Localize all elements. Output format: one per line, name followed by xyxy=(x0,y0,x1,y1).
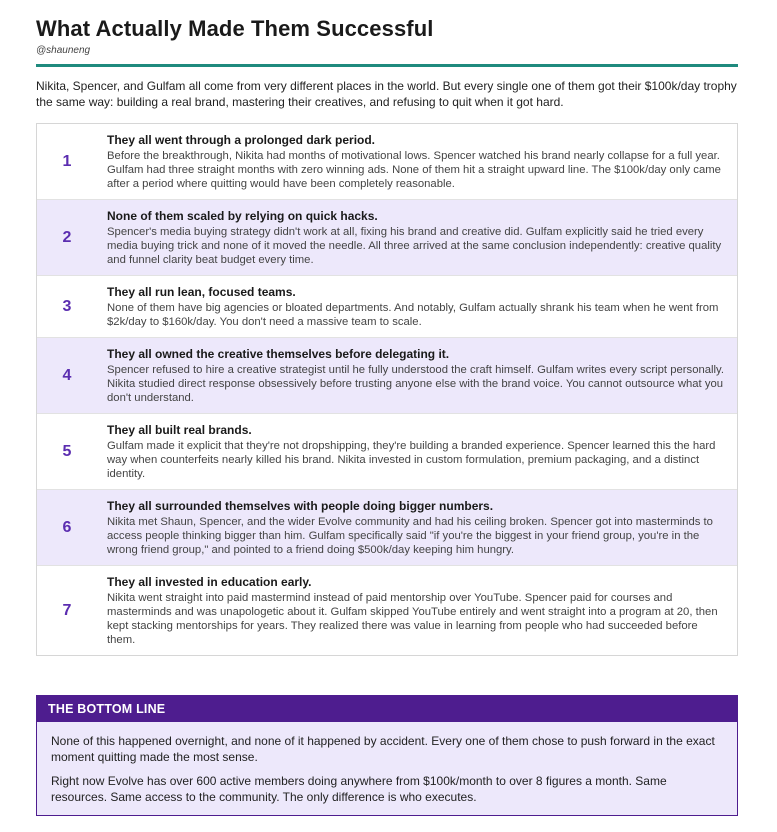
item-text: None of them have big agencies or bloated departments. And notably, Gulfam actually shrank his team when he went from $2k/day to $160k/day. You don't need a massive team to scale. xyxy=(107,302,719,328)
item-body xyxy=(97,414,737,489)
item-body xyxy=(97,566,737,655)
item-heading: They all built real brands. xyxy=(107,423,252,437)
item-heading: They all owned the creative themselves before delegating it. xyxy=(107,347,450,361)
title-divider xyxy=(36,64,738,67)
item-text: Nikita met Shaun, Spencer, and the wider Evolve community and had his ceiling broken. Spencer got into masterminds to access people thinking bigger than him. Gulfam specifically said "if you're the biggest in your friend group, you're in the wrong friend group," and pointed to a friend doing $500k/day keeping him hungry. xyxy=(107,516,713,556)
item-body xyxy=(97,490,737,565)
item-heading: They all run lean, focused teams. xyxy=(107,285,296,299)
list-item xyxy=(37,199,737,275)
bottom-line-heading: THE BOTTOM LINE xyxy=(37,696,737,722)
item-text: Spencer refused to hire a creative strategist until he fully understood the craft himself. Gulfam writes every script personally. Nikita studied direct response obsessively before trusting anyone else with the brand voice. You cannot outsource what you don't understand. xyxy=(107,364,725,404)
item-heading: They all went through a prolonged dark period. xyxy=(107,133,376,147)
intro-paragraph: Nikita, Spencer, and Gulfam all come from very different places in the world. But every single one of them got their $100k/day trophy the same way: building a real brand, mastering their creatives, and refusing to quit when it got hard. xyxy=(36,79,737,109)
item-number: 5 xyxy=(62,442,72,460)
item-number: 2 xyxy=(62,228,72,246)
list-item xyxy=(37,413,737,489)
bottom-line-box xyxy=(36,695,738,816)
item-body xyxy=(97,124,737,199)
bottom-line-paragraph: Right now Evolve has over 600 active members doing anywhere from $100k/month to over 8 figures a month. Same resources. Same access to the community. The only difference is who executes. xyxy=(51,774,667,804)
item-number: 6 xyxy=(62,518,72,536)
list-item xyxy=(37,275,737,337)
bottom-line-paragraph: None of this happened overnight, and none of it happened by accident. Every one of them chose to push forward in the exact moment quitting made the most sense. xyxy=(51,734,715,764)
bottom-line-body xyxy=(37,722,737,815)
list-item xyxy=(37,337,737,413)
item-text: Spencer's media buying strategy didn't work at all, fixing his brand and creative did. Gulfam explicitly said he tried every media buying trick and none of it moved the needle. All three arrived at the same conclusion independently: creative quality and funnel clarity beat budget every time. xyxy=(107,226,722,266)
list-item xyxy=(37,489,737,565)
item-number: 3 xyxy=(62,297,72,315)
item-number: 1 xyxy=(62,152,72,170)
item-heading: None of them scaled by relying on quick hacks. xyxy=(107,209,378,223)
item-body xyxy=(97,276,737,337)
lessons-list xyxy=(36,123,738,656)
item-text: Before the breakthrough, Nikita had months of motivational lows. Spencer watched his brand nearly collapse for a full year. Gulfam had three straight months with zero winning ads. None of them hit a straight upward line. The $100k/day only came after a period where quitting would have been completely reasonable. xyxy=(107,150,721,190)
author-byline: @shauneng xyxy=(36,45,91,56)
item-body xyxy=(97,200,737,275)
item-text: Nikita went straight into paid mastermind instead of paid mentorship over YouTube. Spencer paid for courses and masterminds and was unapologetic about it. Gulfam skipped YouTube entirely and went straight into a program at 20, then kept stacking mentorships for years. They realized there was value in learning from people who had succeeded before them. xyxy=(107,592,718,646)
item-heading: They all surrounded themselves with people doing bigger numbers. xyxy=(107,499,494,513)
page-title: What Actually Made Them Successful xyxy=(36,16,434,41)
list-item xyxy=(37,124,737,199)
list-item xyxy=(37,565,737,655)
item-body xyxy=(97,338,737,413)
item-number: 7 xyxy=(62,601,72,619)
item-heading: They all invested in education early. xyxy=(107,575,312,589)
item-text: Gulfam made it explicit that they're not dropshipping, they're building a branded experience. Spencer learned this the hard way when counterfeits nearly killed his brand. Nikita invested in custom formulation, premium packaging, and a distinct identity. xyxy=(107,440,716,480)
item-number: 4 xyxy=(62,366,72,384)
